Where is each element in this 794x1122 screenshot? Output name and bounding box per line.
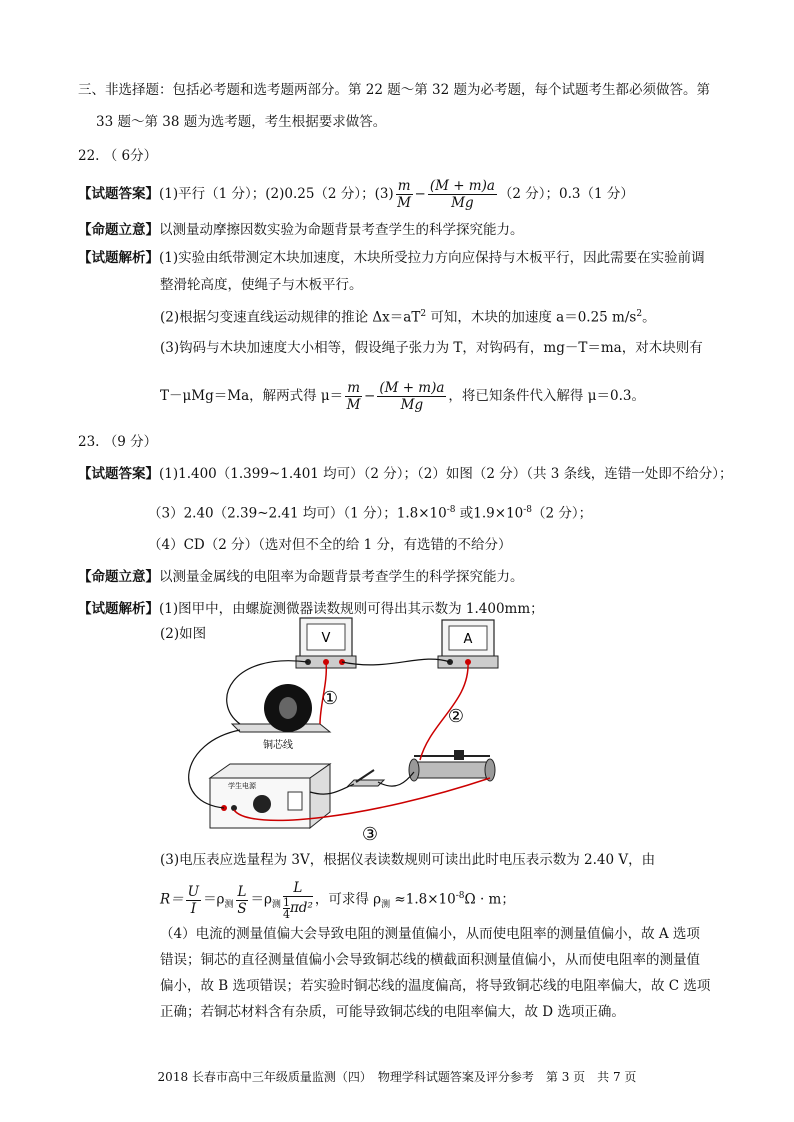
answer-text: (1)1.400（1.399~1.401 均可）（2 分）；（2）如图（2 分）（共 3 条线，连错一处即不给分）； (159, 466, 733, 482)
q23-header: 23. （9 分） (78, 434, 158, 450)
answer-text-a: (1)平行（1 分）；(2)0.25（2 分）；(3) (159, 186, 394, 202)
fraction-mma-over-mg: $\frac{(M + m)a}{Mg}$ (429, 178, 495, 211)
q22-analysis-2: (2)根据匀变速直线运动规律的推论 $\Delta x=aT^2$ 可知，木块的加速度 a＝0.25 $m/s^2$。 (160, 309, 656, 326)
analysis-tag: 【试题解析】 (78, 601, 159, 617)
ammeter-label: A (463, 632, 473, 647)
intent-tag: 【命题立意】 (78, 222, 159, 238)
voltmeter-label: V (321, 631, 331, 646)
q23-answer-1 (78, 464, 732, 484)
q22-analysis-3b: T－μMg＝Ma，解两式得 μ＝ $\frac{m}{M}$ − $\frac{(M + m)a}{Mg}$ ，将已知条件代入解得 μ＝0.3。 (160, 380, 645, 413)
q23-answer-4: （4）CD（2 分）（选对但不全的给 1 分，有选错的不给分） (148, 537, 512, 553)
q22-intent (78, 220, 524, 240)
power-supply-label: 学生电源 (228, 782, 256, 790)
voltmeter (296, 618, 356, 668)
q22-answer (78, 178, 634, 211)
section3-line2: 33 题～第 38 题为选考题，考生根据要求做答。 (96, 114, 387, 130)
answer-text-b: （2 分）；0.3（1 分） (498, 186, 634, 202)
q23-analysis-4b: 错误；铜芯的直径测量值偏小会导致铜芯线的横截面积测量值偏小，从而使电阻率的测量值 (160, 952, 700, 968)
copper-wire-coil (232, 684, 330, 751)
circuit-diagram (170, 612, 530, 852)
q23-analysis-2: (2)如图 (160, 626, 207, 642)
q23-intent (78, 567, 524, 587)
q22-analysis-1b: 整滑轮高度，使绳子与木板平行。 (160, 277, 363, 293)
fraction-mma-over-mg-2: $\frac{(M + m)a}{Mg}$ (379, 380, 445, 413)
q23-answer-3: （3）2.40（2.39~2.41 均可）（1 分）；$1.8\times 10^{-8}$ 或$1.9\times 10^{-8}(2$ 分）； (148, 505, 593, 522)
intent-tag: 【命题立意】 (78, 569, 159, 585)
analysis-tag: 【试题解析】 (78, 250, 159, 266)
q23-analysis-3-formula: R＝ $\frac{U}{I}$ $=\rho_测$ $\frac{L}{S}$ $=\rho_测$ L $\frac{1}{4}$ πd² ，可求得 $\rho_测 \approx 1.8\times 10^{-8}\Omega \cdot m$； (160, 880, 515, 921)
fraction-m-over-M: $\frac{m}{M}$ (397, 178, 411, 211)
q23-analysis-4a: （4）电流的测量值偏大会导致电阻的测量值偏小，从而使电阻率的测量值偏小，故 A 选项 (160, 926, 700, 942)
label-3: ③ (361, 824, 379, 845)
page-footer: 2018 长春市高中三年级质量监测（四） 物理学科试题答案及评分参考 第 3 页 共 7 页 (157, 1070, 637, 1084)
q23-analysis-4d: 正确；若铜芯材料含有杂质，可能导致铜芯线的电阻率偏大，故 D 选项正确。 (160, 1004, 625, 1020)
q23-analysis-3a: (3)电压表应选量程为 3V，根据仪表读数规则可读出此时电压表示数为 2.40 V，由 (160, 852, 656, 868)
coil-label: 铜芯线 (263, 740, 293, 751)
answer-tag: 【试题答案】 (78, 466, 159, 482)
answer-tag: 【试题答案】 (78, 186, 159, 202)
label-2: ② (447, 706, 465, 727)
intent-text: 以测量金属线的电阻率为命题背景考查学生的科学探究能力。 (159, 569, 524, 585)
analysis-text: (1)图甲中，由螺旋测微器读数规则可得出其示数为 1.400mm； (159, 601, 544, 617)
q23-analysis-4c: 偏小，故 B 选项错误；若实验时铜芯线的温度偏高，将导致铜芯线的电阻率偏大，故 C 选项 (160, 978, 711, 994)
q22-analysis-1a (78, 248, 705, 268)
section3-line1: 三、非选择题：包括必考题和选考题两部分。第 22 题～第 32 题为必考题，每个试题考生都必须做答。第 (78, 82, 711, 98)
intent-text: 以测量动摩擦因数实验为命题背景考查学生的科学探究能力。 (159, 222, 524, 238)
minus-sign: − (414, 186, 426, 202)
q22-header: 22. （ 6分） (78, 148, 158, 164)
fraction-m-over-M-2: $\frac{m}{M}$ (346, 380, 361, 413)
label-1: ① (321, 688, 339, 709)
switch (348, 770, 384, 786)
analysis-text: (1)实验由纸带测定木块加速度，木块所受拉力方向应保持与木板平行，因此需要在实验前调 (159, 250, 705, 266)
q22-analysis-3a: (3)钩码与木块加速度大小相等，假设绳子张力为 T，对钩码有，mg－T＝ma，对木块则有 (160, 340, 703, 356)
